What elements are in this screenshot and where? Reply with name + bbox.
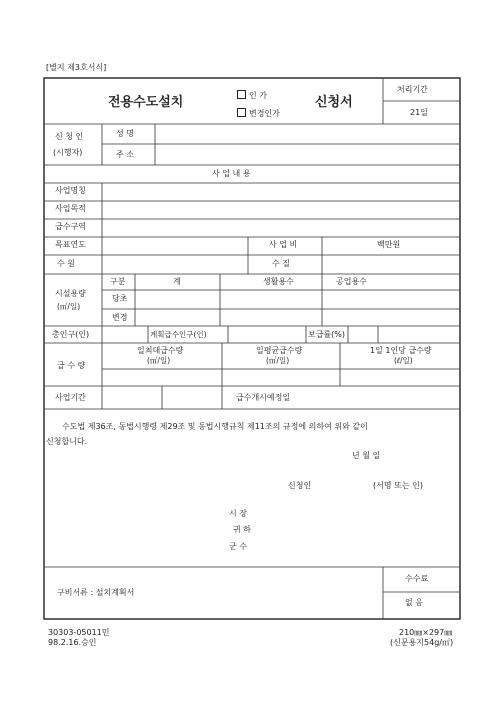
avg-daily-label: 일평균급수량 [256,346,303,355]
processing-period-value: 21일 [410,108,428,117]
addressee-county: 군 수 [229,542,247,551]
applicant-sign-label: 신청인 [288,481,312,490]
checkbox-approval[interactable] [237,90,246,99]
declaration-line2: 신청합니다. [46,437,88,446]
fee-value: 없 음 [405,598,423,607]
attachments-label: 구비서류 : 설치계획서 [57,588,135,597]
declaration-date: 년 월 일 [352,451,381,460]
processing-period-label: 처리기간 [397,85,428,94]
form-id: [별지 제3호서식] [46,63,107,72]
name-label: 성 명 [116,129,134,138]
total-population-label: 총인구(인) [52,330,90,339]
avg-daily-unit: (㎥/일) [266,356,290,365]
form-title: 전용수도설치 [108,95,184,110]
target-year-label: 목표연도 [55,240,86,249]
applicant-sublabel: (시행자) [53,148,83,157]
addressee-honorific: 귀 하 [233,525,251,534]
col-total: 계 [173,277,181,286]
row-initial: 당초 [112,294,128,303]
checkbox-change-approval[interactable] [237,108,246,117]
source-label: 수 원 [57,259,75,268]
approval-date: 98.2.16.승인 [48,638,97,647]
per-capita-label: 1일 1인당 급수량 [370,346,432,355]
project-cost-label: 사 업 비 [269,240,298,249]
project-cost-unit: 백만원 [377,240,401,249]
col-domestic: 생활용수 [263,277,294,286]
applicant-label: 신 청 인 [55,132,84,141]
capacity-label: 시설용량 [55,289,86,298]
business-purpose-label: 사업목적 [55,204,86,213]
supply-area-label: 급수구역 [55,222,86,231]
paper-type: (신문용지54g/㎡) [390,638,454,647]
max-daily-label: 일최대급수량 [137,346,184,355]
max-daily-unit: (㎥/일) [147,356,171,365]
signature-label: (서명 또는 인) [373,481,423,490]
option-approval: 인 가 [237,90,267,100]
coverage-label: 보급률(%) [308,330,346,339]
form-code: 30303-05011민 [48,628,110,637]
supply-area-field[interactable] [103,220,459,236]
business-purpose-field[interactable] [103,202,459,218]
col-type: 구분 [110,277,126,286]
capacity-unit: (㎥/일) [57,302,81,311]
addressee-mayor: 시 장 [229,509,247,518]
supply-start-label: 급수개시예정일 [236,393,291,402]
supply-label: 급 수 량 [57,361,86,370]
address-label: 주 소 [116,150,134,159]
option-change-approval: 변경인가 [237,108,280,118]
name-field[interactable] [156,125,459,143]
quality-label: 수 질 [272,259,290,268]
period-label: 사업기간 [55,393,86,402]
section-title: 사 업 내 용 [212,169,251,178]
per-capita-unit: (ℓ/일) [394,356,413,365]
business-name-field[interactable] [103,184,459,200]
fee-label: 수수료 [405,574,429,583]
form-title-suffix: 신청서 [315,95,353,110]
row-change: 변경 [112,313,128,322]
planned-population-label: 계획급수인구(인) [150,330,207,339]
business-name-label: 사업명칭 [55,186,86,195]
paper-size: 210㎜×297㎜ [399,628,453,637]
address-field[interactable] [156,145,459,164]
col-industrial: 공업용수 [336,277,367,286]
declaration-line1: 수도법 제36조, 동법시행령 제29조 및 동법시행규칙 제11조의 규정에 의하여 위와 같이 [62,422,368,431]
